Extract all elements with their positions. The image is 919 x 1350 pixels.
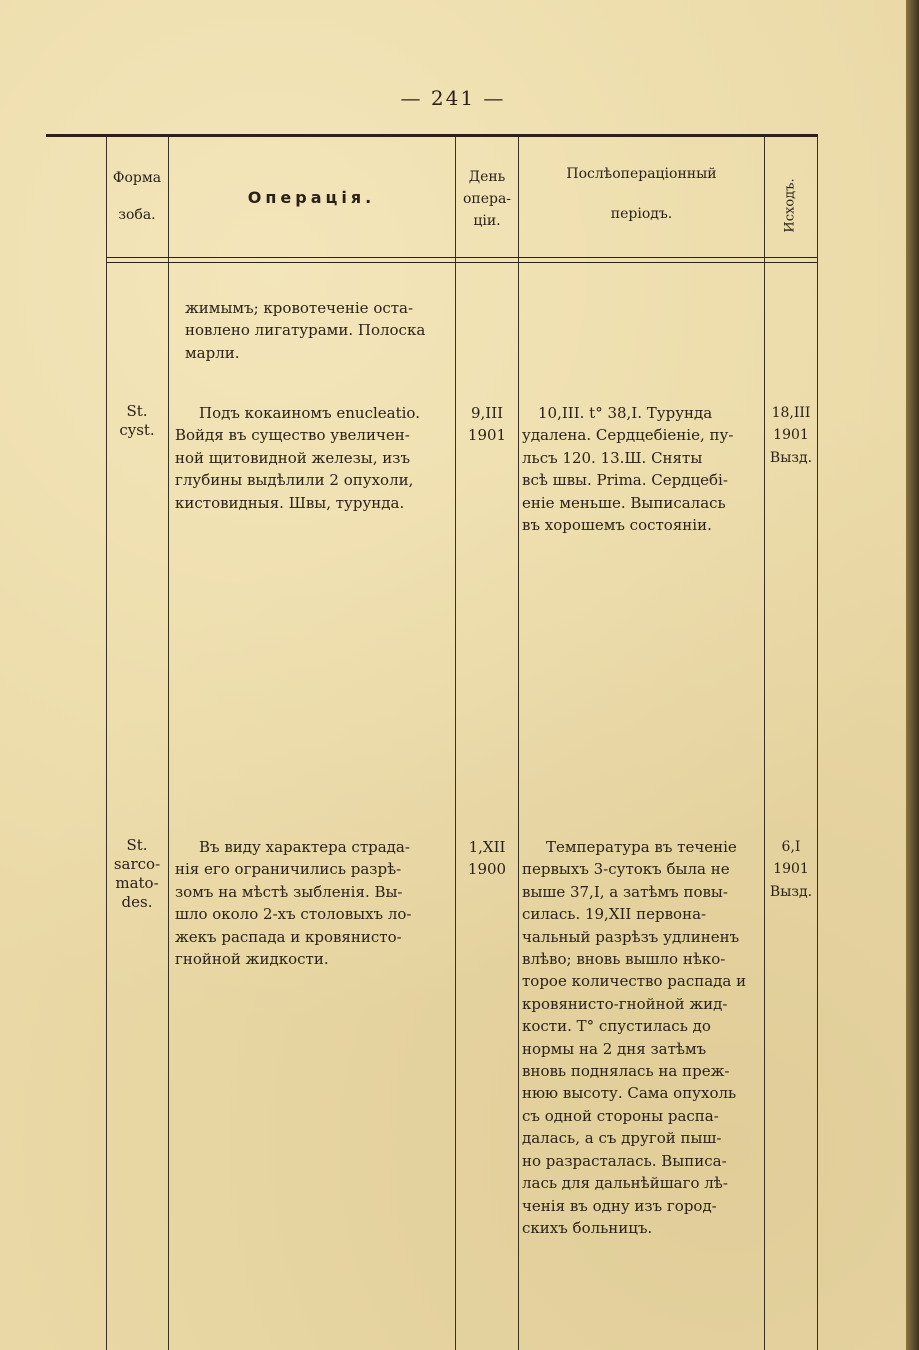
header-operation: Операція.: [247, 188, 376, 207]
header-outcome: Исходъ.: [782, 178, 798, 233]
column-divider: [106, 137, 107, 1350]
table-top-rule: [46, 134, 818, 137]
postop-cell: Температура въ теченіе первыхъ 3-сутокъ была не выше 37,I, а затѣмъ повы- силась. 19,XII первона- чальный разрѣзъ удлиненъ влѣво; вновь вышло нѣко- торое количество распада и кровянисто-гнойной жид- кости. T° спустилась до нормы на 2 дня затѣмъ вновь поднялась на преж- нюю высоту. Сама опухоль съ одной стороны распа- далась, а съ другой пыш- но разрасталась. Выписа- лась для дальнѣйшаго лѣ- ченія въ одну изъ город- скихъ больницъ.: [522, 838, 747, 1237]
column-divider: [817, 137, 818, 1350]
column-divider: [518, 137, 519, 1350]
operation-cell: Подъ кокаиномъ enucleatio. Войдя въ существо увеличен- ной щитовидной железы, изъ глубины выдѣлили 2 опухоли, кистовидныя. Швы, турунда.: [175, 404, 420, 512]
forma-cell: St. sarco- mato- des.: [113, 836, 161, 911]
header-forma: Форма зоба.: [112, 170, 162, 223]
forma-cell: St. cyst.: [119, 402, 155, 439]
page-number: — 241 —: [400, 86, 506, 110]
day-cell: 9,III 1901: [467, 404, 507, 445]
column-divider: [455, 137, 456, 1350]
header-day: День опера- ціи.: [462, 169, 512, 229]
column-divider: [764, 137, 765, 1350]
operation-cell: Въ виду характера страда- нія его ограничились разрѣ- зомъ на мѣстѣ зыбленія. Вы- шло около 2-хъ столовыхъ ло- жекъ распада и кровянисто- гнойной жидкости.: [175, 838, 412, 969]
outcome-cell: 18,III 1901 Вызд.: [769, 405, 813, 466]
book-edge: [906, 0, 919, 1350]
header-rule-1: [106, 257, 818, 258]
outcome-cell: 6,I 1901 Вызд.: [769, 839, 813, 900]
header-rule-2: [106, 262, 818, 263]
header-postop: Послѣопераціонный періодъ.: [566, 166, 717, 222]
operation-cell: жимымъ; кровотеченіе оста- новлено лигатурами. Полоска марли.: [185, 299, 426, 362]
day-cell: 1,XII 1900: [467, 838, 507, 879]
column-divider: [168, 137, 169, 1350]
postop-cell: 10,III. t° 38,I. Турунда удалена. Сердцебіеніе, пу- льсъ 120. 13.Ш. Сняты всѣ швы. Prima. Сердцебі- еніе меньше. Выписалась въ хорошемъ состояніи.: [522, 404, 734, 535]
